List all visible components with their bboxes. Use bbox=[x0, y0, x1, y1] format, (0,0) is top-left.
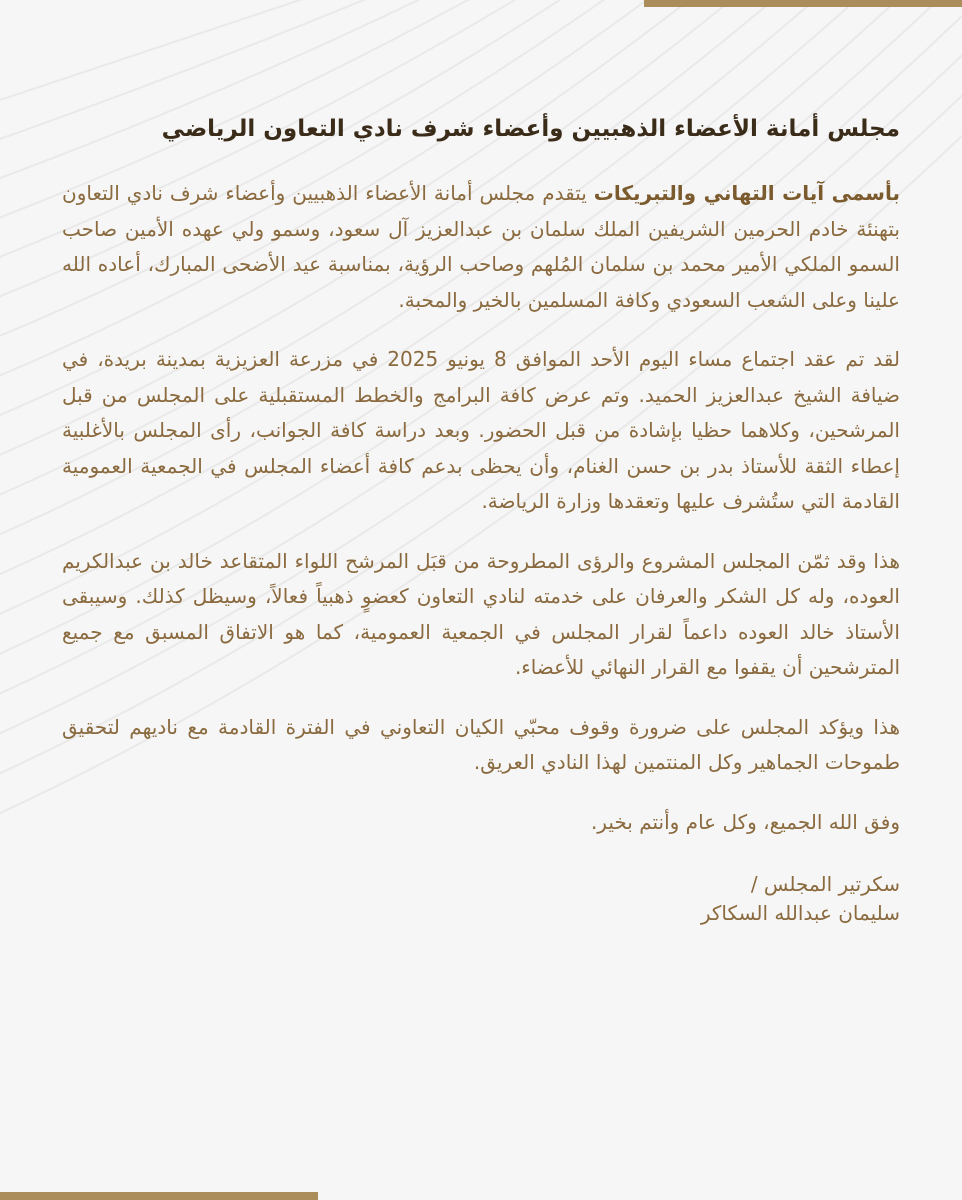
support-paragraph: هذا ويؤكد المجلس على ضرورة وقوف محبّي الكيان التعاوني في الفترة القادمة مع ناديهم لتحقيق طموحات الجماهير وكل المنتمين لهذا النادي العريق. bbox=[62, 714, 900, 774]
bottom-accent-bar bbox=[0, 1192, 318, 1200]
meeting-paragraph: لقد تم عقد اجتماع مساء اليوم الأحد الموافق 8 يونيو 2025 في مزرعة العزيزية بمدينة بريدة، في ضيافة الشيخ عبدالعزيز الحميد. وتم عرض كافة البرامج والخطط المستقبلية على المجلس من قبل المرشحين، وكلاهما حظيا بإشادة من قبل الحضور. وبعد دراسة كافة الجوانب، رأى المجلس بالأغلبية إعطاء الثقة للأستاذ بدر بن حسن الغنام، وأن يحظى بدعم كافة أعضاء المجلس في الجمعية العمومية القادمة التي ستُشرف عليها وتعقدها وزارة الرياضة. bbox=[62, 347, 900, 513]
statement-title: مجلس أمانة الأعضاء الذهبيين وأعضاء شرف نادي التعاون الرياضي bbox=[161, 116, 900, 142]
intro-text: يتقدم مجلس أمانة الأعضاء الذهبيين وأعضاء شرف نادي التعاون بتهنئة خادم الحرمين الشريفين الملك سلمان بن عبدالعزيز آل سعود، وسمو ولي عهده الأمين صاحب السمو الملكي الأمير محمد بن سلمان المُلهم وصاحب الرؤية، بمناسبة عيد الأضحى المبارك، أعاده الله علينا وعلى الشعب السعودي وكافة المسلمين بالخير والمحبة. bbox=[62, 181, 900, 312]
closing-line: وفق الله الجميع، وكل عام وأنتم بخير. bbox=[590, 809, 900, 834]
signature-name: سليمان عبدالله السكاكر bbox=[700, 900, 900, 925]
top-accent-bar bbox=[644, 0, 962, 7]
intro-paragraph bbox=[62, 176, 900, 318]
intro-lead-phrase: بأسمى آيات التهاني والتبريكات bbox=[593, 181, 900, 205]
statement-document bbox=[62, 112, 900, 928]
signature-role: سكرتير المجلس / bbox=[750, 871, 900, 896]
appreciation-paragraph: هذا وقد ثمّن المجلس المشروع والرؤى المطروحة من قبَل المرشح اللواء المتقاعد خالد بن عبدالكريم العوده، وله كل الشكر والعرفان على خدمته لنادي التعاون كعضوٍ ذهبياً فعالاً، وسيظل كذلك. وسيبقى الأستاذ خالد العوده داعماً لقرار المجلس في الجمعية العمومية، كما هو الاتفاق المسبق مع جميع المترشحين أن يقفوا مع القرار النهائي للأعضاء. bbox=[62, 548, 900, 679]
